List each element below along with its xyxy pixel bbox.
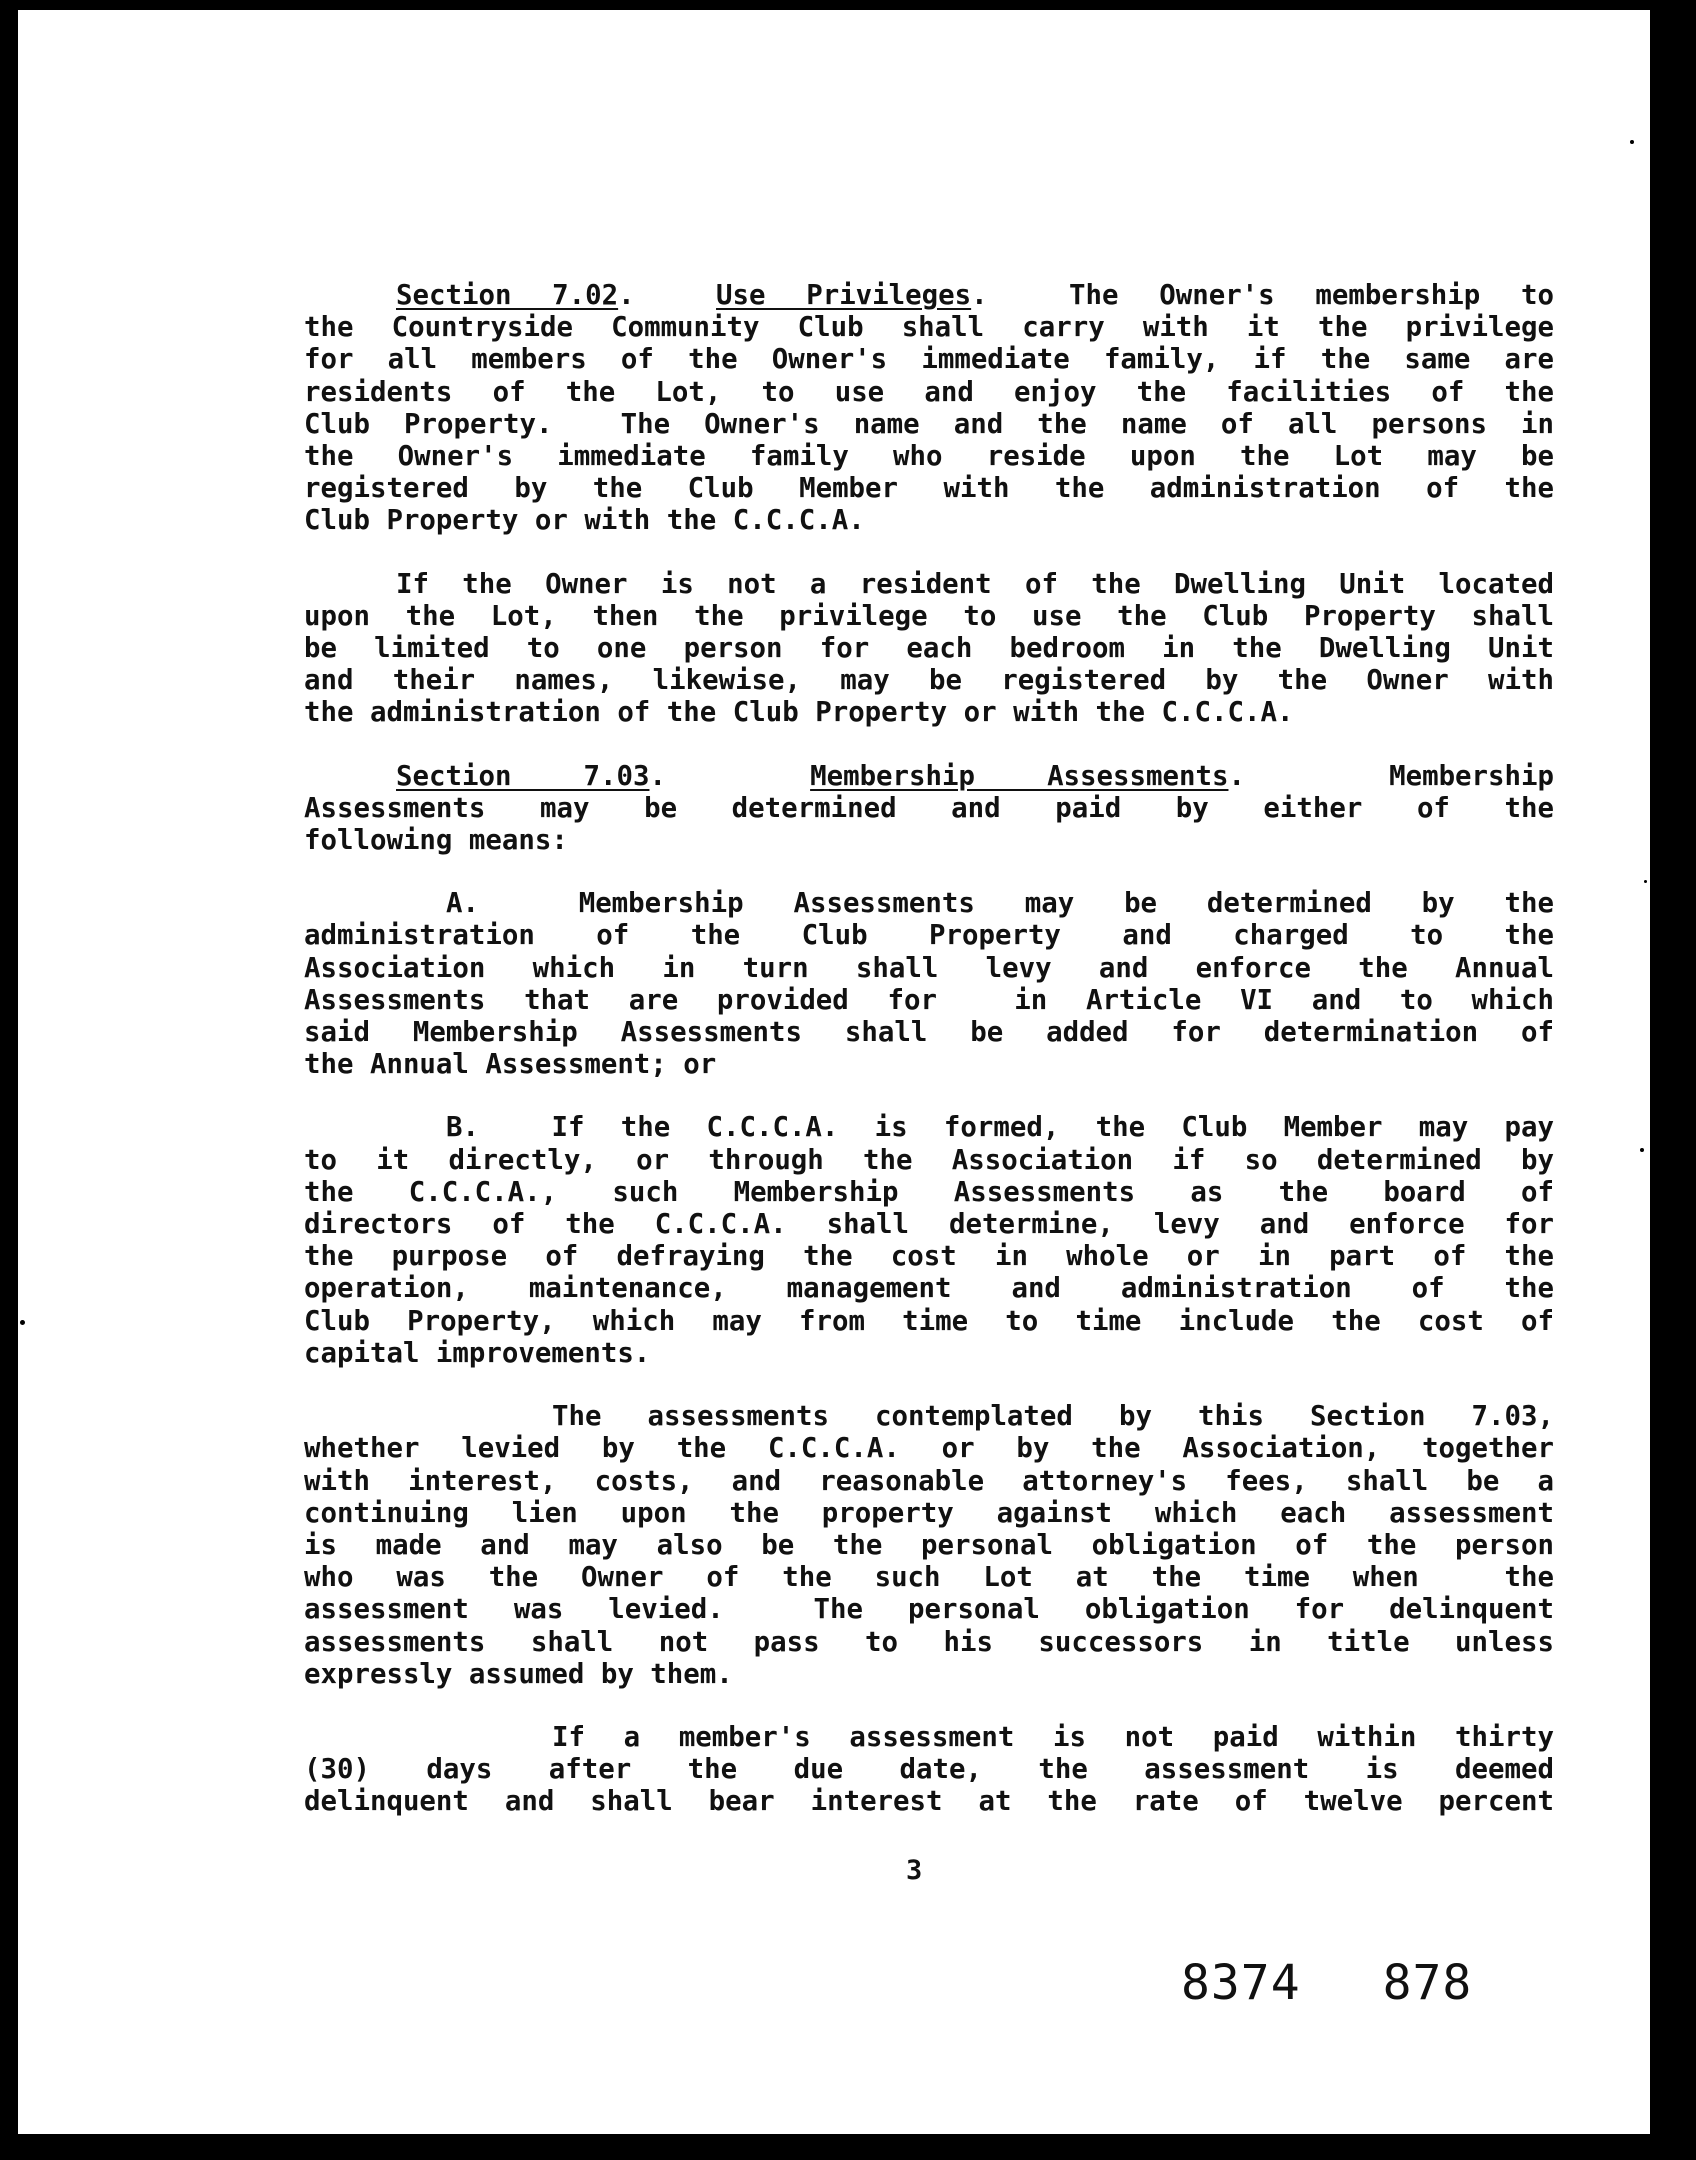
section-first-line-text: Membership — [1389, 760, 1554, 792]
text-line: the Owner's immediate family who reside upon the Lot may be — [304, 441, 1554, 473]
document-code-right: 878 — [1382, 1955, 1473, 2011]
section-7-02-first-line: Section 7.02. Use Privileges. The Owner's membership to — [396, 280, 1554, 311]
text-line: is made and may also be the personal obligation of the person — [304, 1529, 1554, 1561]
section-heading-title: Membership Assessments — [810, 760, 1229, 792]
text-line: If a member's assessment is not paid within thirty — [552, 1721, 1554, 1753]
scan-speck — [1630, 140, 1634, 144]
text-line: operation, maintenance, management and administration of the — [304, 1273, 1554, 1305]
text-line: registered by the Club Member with the administration of the — [304, 473, 1554, 505]
page-number: 3 — [906, 1855, 923, 1886]
item-a-paragraph — [304, 888, 1554, 1081]
document-page — [18, 10, 1650, 2134]
text-line: A. Membership Assessments may be determined by the — [446, 888, 1554, 920]
text-line: and their names, likewise, may be registered by the Owner with — [304, 665, 1554, 697]
text-line: be limited to one person for each bedroom in the Dwelling Unit — [304, 633, 1554, 665]
text-line: residents of the Lot, to use and enjoy the facilities of the — [304, 376, 1554, 408]
text-line: whether levied by the C.C.C.A. or by the Association, together — [304, 1433, 1554, 1465]
text-line: with interest, costs, and reasonable attorney's fees, shall be a — [304, 1465, 1554, 1497]
section-heading-number: Section 7.02 — [396, 280, 619, 311]
delinquent-paragraph — [304, 1722, 1554, 1819]
section-7-03-first-line: Section 7.03. Membership Assessments. Membership — [396, 760, 1554, 792]
text-line: assessment was levied. The personal obligation for delinquent — [304, 1594, 1554, 1626]
text-line: for all members of the Owner's immediate family, if the same are — [304, 344, 1554, 376]
document-code — [1181, 1955, 1472, 2011]
text-line: capital improvements. — [304, 1337, 651, 1369]
text-line: expressly assumed by them. — [304, 1658, 733, 1690]
text-line: Club Property or with the C.C.C.A. — [304, 505, 865, 537]
text-line: If the Owner is not a resident of the Dwelling Unit located — [396, 568, 1554, 600]
text-line: The assessments contemplated by this Section 7.03, — [552, 1401, 1554, 1433]
text-line: the Annual Assessment; or — [304, 1049, 717, 1081]
text-line: the administration of the Club Property or with the C.C.C.A. — [304, 697, 1294, 729]
scan-speck — [314, 2143, 323, 2152]
section-7-03-paragraph — [304, 761, 1554, 858]
item-b-paragraph — [304, 1112, 1554, 1370]
text-line: Club Property, which may from time to time include the cost of — [304, 1305, 1554, 1337]
text-line: following means: — [304, 825, 568, 857]
text-line: the Countryside Community Club shall carry with it the privilege — [304, 312, 1554, 344]
text-line: B. If the C.C.C.A. is formed, the Club Member may pay — [446, 1112, 1554, 1144]
text-line: Association which in turn shall levy and enforce the Annual — [304, 952, 1554, 984]
text-line: Assessments may be determined and paid by either of the — [304, 792, 1554, 824]
section-heading-title: Use Privileges — [716, 280, 972, 311]
scan-speck — [1644, 880, 1647, 883]
text-line: upon the Lot, then the privilege to use the Club Property shall — [304, 600, 1554, 632]
text-line: (30) days after the due date, the assessment is deemed — [304, 1754, 1554, 1786]
text-line: directors of the C.C.C.A. shall determine, levy and enforce for — [304, 1209, 1554, 1241]
text-line: who was the Owner of the such Lot at the time when the — [304, 1562, 1554, 1594]
lien-paragraph — [304, 1401, 1554, 1691]
text-line: to it directly, or through the Association if so determined by — [304, 1144, 1554, 1176]
text-line: said Membership Assessments shall be added for determination of — [304, 1017, 1554, 1049]
scan-speck — [20, 1320, 25, 1325]
document-body — [304, 280, 1554, 1850]
text-line: delinquent and shall bear interest at the rate of twelve percent — [304, 1786, 1554, 1818]
document-code-left: 8374 — [1181, 1955, 1301, 2011]
nonresident-paragraph — [304, 569, 1554, 730]
section-heading-number: Section 7.03 — [396, 760, 650, 792]
text-line: Club Property. The Owner's name and the name of all persons in — [304, 408, 1554, 440]
text-line: continuing lien upon the property against which each assessment — [304, 1497, 1554, 1529]
text-line: the purpose of defraying the cost in whole or in part of the — [304, 1241, 1554, 1273]
text-line: assessments shall not pass to his successors in title unless — [304, 1626, 1554, 1658]
text-line: administration of the Club Property and charged to the — [304, 920, 1554, 952]
section-first-line-text: The Owner's membership to — [1069, 280, 1554, 311]
scan-speck — [1640, 1148, 1644, 1152]
text-line: the C.C.C.A., such Membership Assessments as the board of — [304, 1176, 1554, 1208]
section-7-02-paragraph — [304, 280, 1554, 538]
text-line: Assessments that are provided for in Article VI and to which — [304, 984, 1554, 1016]
